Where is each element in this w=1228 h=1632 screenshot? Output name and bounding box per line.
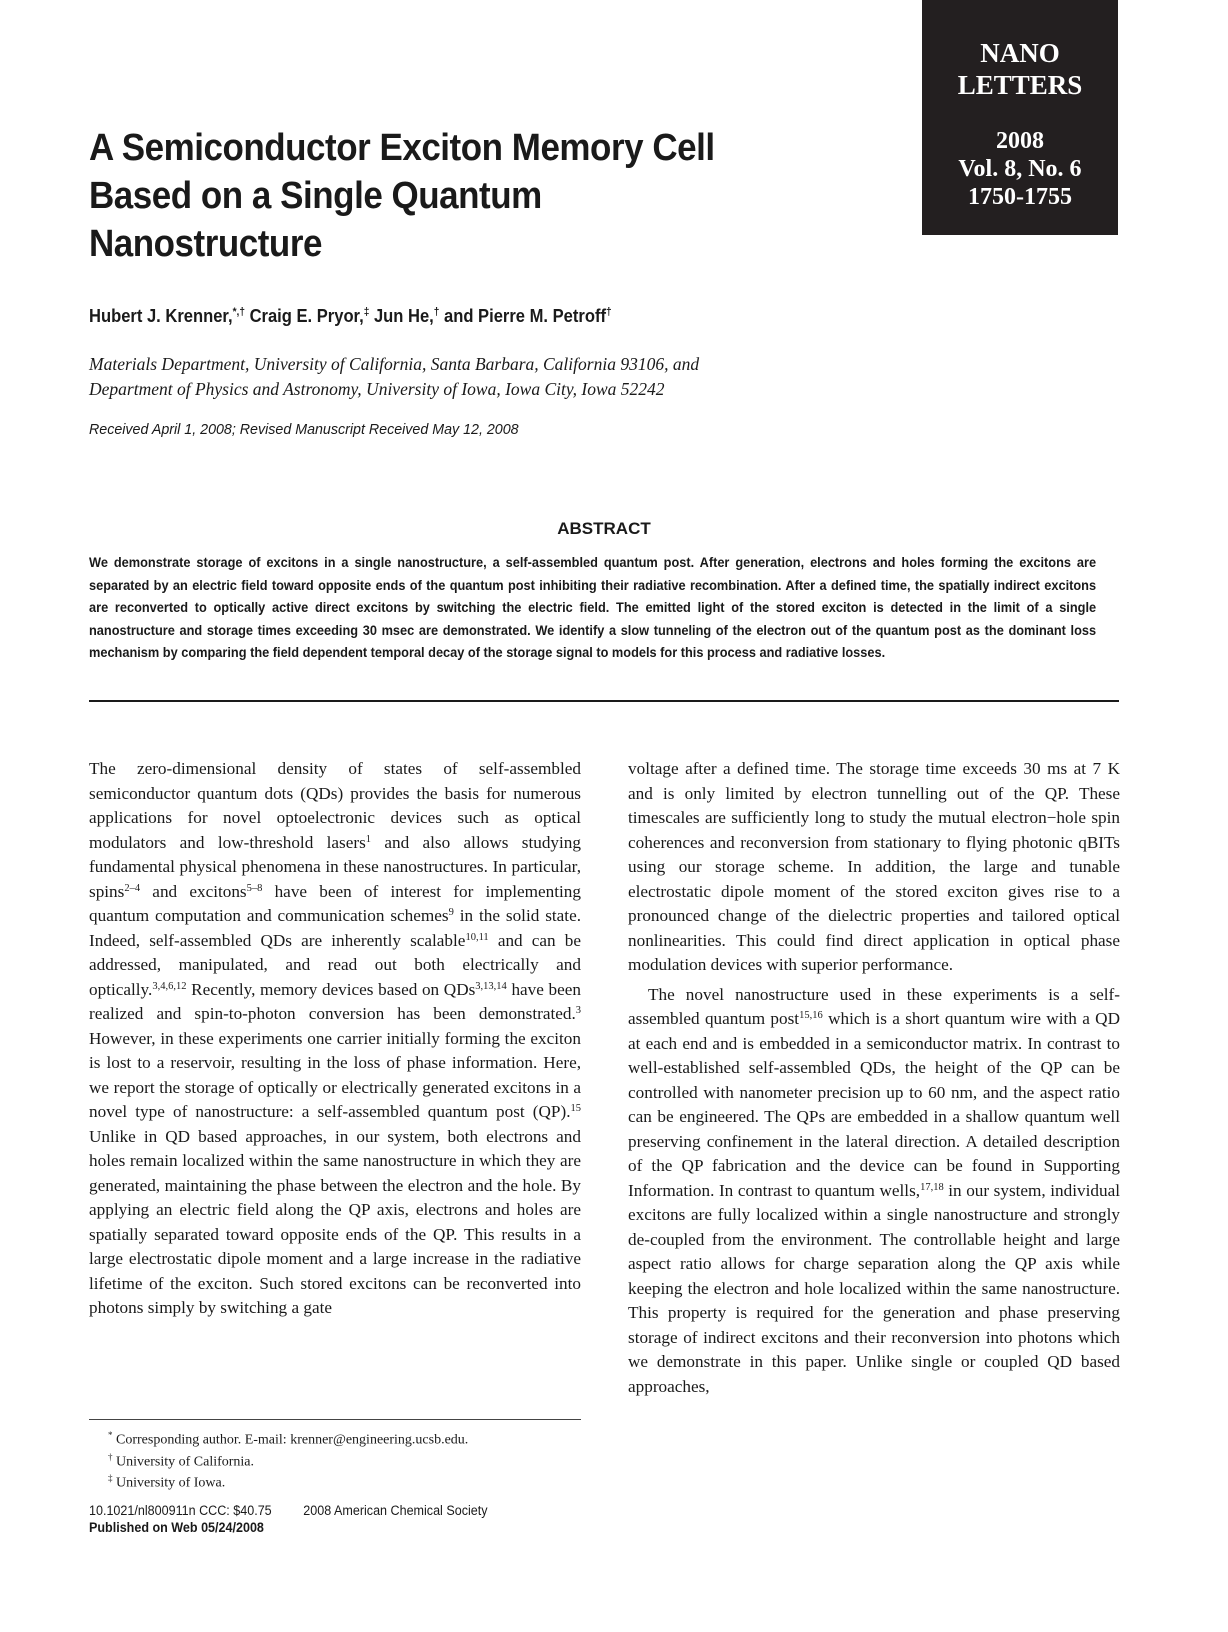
footnote-mark: ‡ <box>108 1473 113 1484</box>
author-list: Hubert J. Krenner,*,† Craig E. Pryor,‡ Jun He,† and Pierre M. Petroff† <box>89 306 612 326</box>
footnote-item <box>108 1470 588 1492</box>
author-affiliation-mark: † <box>433 306 440 318</box>
affiliation-line-1: Materials Department, University of California, Santa Barbara, California 93106, and <box>89 354 700 374</box>
journal-year: 2008 <box>996 128 1044 154</box>
footnotes <box>108 1427 588 1492</box>
title-line-2: Based on a Single Quantum <box>89 175 542 217</box>
body-paragraph: voltage after a defined time. The storage time exceeds 30 ms at 7 K and is only limited by electron tunnelling out of the QP. These timescales are sufficiently long to study the mutual electron−hole spin coherences and reconversion from stationary to flying photonic qBITs using our storage scheme. In addition, the large and tunable electrostatic dipole moment of the stored exciton gives rise to a pronounced change of the dielectric properties and tailored optical nonlinearities. This could find direct application in optical phase modulation devices with superior performance. <box>628 759 1120 974</box>
author-affiliation-mark: † <box>605 306 612 318</box>
journal-name-line1: NANO <box>980 38 1060 68</box>
author-affiliation-mark: *,† <box>232 306 245 318</box>
journal-badge <box>922 0 1118 235</box>
citation-ref: 2–4 <box>124 882 141 894</box>
body-paragraph: The novel nanostructure used in these experiments is a self-assembled quantum post$^{15,16}$ which is a short quantum wire with a QD at each end and is embedded in a semiconductor matrix. In contrast to well-established self-assembled QDs, the height of the QP can be controlled with nanometer precision up to 60 nm, and the aspect ratio can be engineered. The QPs are embedded in a shallow quantum well preserving confinement in the lateral direction. A detailed description of the QP fabrication and the device can be found in Supporting Information. In contrast to quantum wells,$^{17,18}$ in our system, individual excitons are fully localized within a single nanostructure and strongly de-coupled from the environment. The controllable height and large aspect ratio allows for charge separation along the QP axis while keeping the electron and hole localized within the same nanostructure. This property is required for the generation and phase preserving storage of indirect excitons and their reconversion into photons which we demonstrate in this paper. Unlike single or coupled QD based approaches, <box>628 984 1120 1396</box>
body-column-left <box>89 757 581 1321</box>
doi-text: 10.1021/nl800911n CCC: $40.75 <box>89 1503 272 1518</box>
journal-volume: Vol. 8, No. 6 <box>958 156 1082 182</box>
paper-title <box>89 124 825 268</box>
citation-ref: 15 <box>570 1103 581 1114</box>
body-column-right <box>628 757 1120 1399</box>
body-paragraph: The zero-dimensional density of states of self-assembled semiconductor quantum dots (QDs) provides the basis for numerous applications for novel optoelectronic devices such as optical modulators and low-threshold lasers$^1$ and also allows studying fundamental physical phenomena in these nanostructures. In particular, spins$^{2-4}$ and excitons$^{5-8}$ have been of interest for implementing quantum computation and communication schemes$^9$ in the solid state. Indeed, self-assembled QDs are inherently scalable$^{10,11}$ and can be addressed, manipulated, and read out both electrically and optically.$^{3,4,6,12}$ Recently, memory devices based on QDs$^{3,13,14}$ have been realized and spin-to-photon conversion has been demonstrated.$^3$ However, in these experiments one carrier initially forming the exciton is lost to a reservoir, resulting in the loss of phase information. Here, we report the storage of optically or electrically generated excitons in a novel type of nanostructure: a self-assembled quantum post (QP).$^{15}$ Unlike in QD based approaches, in our system, both electrons and holes remain localized within the same nanostructure in which they are generated, maintaining the phase between the electron and the hole. By applying an electric field along the QP axis, electrons and holes are spatially separated toward opposite ends of the QP. This results in a large electrostatic dipole moment and a large increase in the radiative lifetime of the exciton. Such stored excitons can be reconverted into photons simply by switching a gate <box>89 759 582 1317</box>
abstract-heading: ABSTRACT <box>557 519 651 538</box>
citation-ref: 17,18 <box>920 1181 944 1193</box>
citation-ref: 3,4,6,12 <box>152 980 187 992</box>
footnote-text: University of California. <box>112 1454 255 1470</box>
citation-ref: 9 <box>448 907 454 918</box>
author-name: Jun He, <box>373 306 434 326</box>
received-dates: Received April 1, 2008; Revised Manuscript Received May 12, 2008 <box>89 421 519 438</box>
published-date: Published on Web 05/24/2008 <box>89 1520 264 1535</box>
author-name: Craig E. Pryor, <box>249 306 364 326</box>
footnote-text: Corresponding author. E-mail: krenner@engineering.ucsb.edu. <box>112 1432 469 1448</box>
title-line-3: Nanostructure <box>89 223 322 265</box>
journal-name-line2: LETTERS <box>957 70 1083 100</box>
citation-ref: 3 <box>575 1005 581 1016</box>
citation-ref: 5–8 <box>246 882 263 894</box>
journal-pages: 1750-1755 <box>968 184 1072 210</box>
publication-footer <box>89 1502 573 1536</box>
footnote-mark: * <box>108 1430 113 1440</box>
citation-ref: 1 <box>365 833 372 845</box>
citation-ref: 10,11 <box>465 931 489 943</box>
footnote-item <box>108 1449 588 1471</box>
author-name: Pierre M. Petroff <box>478 306 606 326</box>
copyright-text: 2008 American Chemical Society <box>303 1503 488 1518</box>
affiliations <box>89 352 989 402</box>
affiliation-line-2: Department of Physics and Astronomy, University of Iowa, Iowa City, Iowa 52242 <box>89 379 665 399</box>
abstract-divider <box>89 700 1119 702</box>
footnote-mark: † <box>108 1451 113 1462</box>
citation-ref: 3,13,14 <box>475 980 507 992</box>
title-line-1: A Semiconductor Exciton Memory Cell <box>89 127 715 169</box>
footnote-text: University of Iowa. <box>112 1475 226 1491</box>
author-name: Hubert J. Krenner, <box>89 306 233 326</box>
author-affiliation-mark: ‡ <box>363 306 370 318</box>
footnote-item <box>108 1427 588 1449</box>
footnote-divider <box>89 1419 581 1420</box>
abstract-text: We demonstrate storage of excitons in a single nanostructure, a self-assembled quantum post. After generation, electrons and holes forming the excitons are separated by an electric field toward opposite ends of the quantum post inhibiting their radiative recombination. After a defined time, the spatially indirect excitons are reconverted to optically active direct excitons by switching the electric field. The emitted light of the stored exciton is detected in the limit of a single nanostructure and storage times exceeding 30 msec are demonstrated. We identify a slow tunneling of the electron out of the quantum post as the dominant loss mechanism by comparing the field dependent temporal decay of the storage signal to models for this process and radiative losses. <box>89 555 1097 661</box>
citation-ref: 15,16 <box>799 1010 823 1021</box>
